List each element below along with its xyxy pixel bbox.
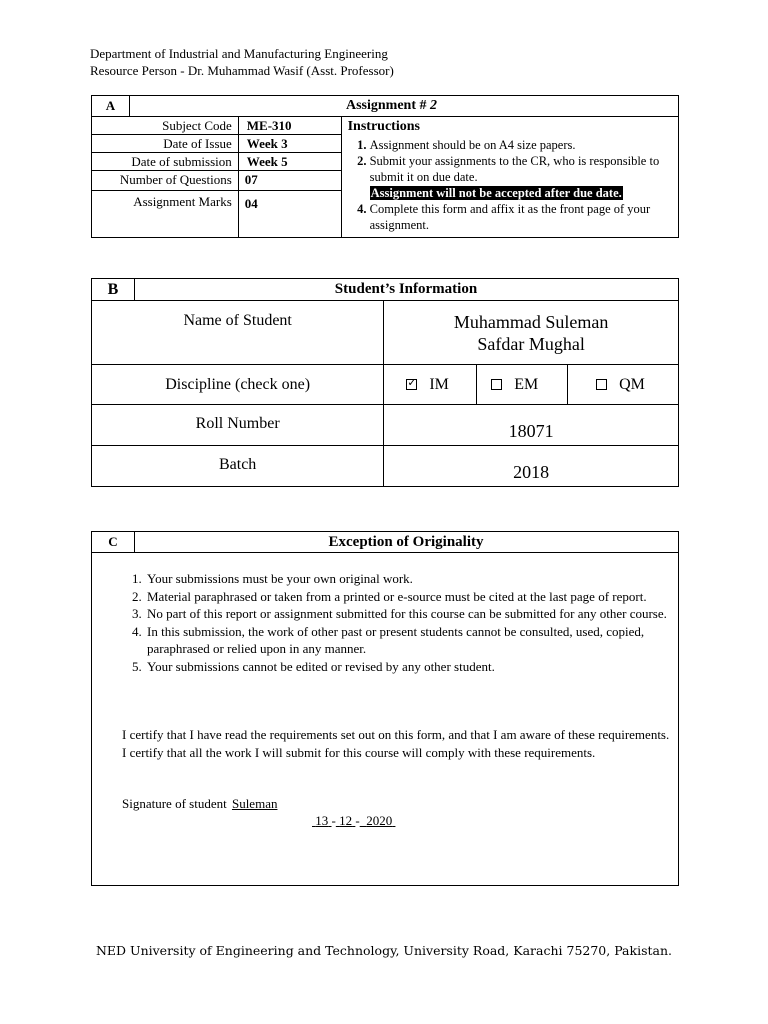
field-label: Date of submission: [92, 153, 239, 171]
originality-item: 3. No part of this report or assignment submitted for this course can be submitted for any other course.: [145, 605, 678, 623]
date-of-issue-value: Week 3: [238, 135, 341, 153]
originality-header: [92, 532, 679, 553]
originality-title: Exception of Originality: [328, 534, 484, 550]
name-value: Muhammad Suleman Safdar Mughal: [384, 301, 679, 365]
date-month: 12: [339, 813, 353, 828]
roll-value: 18071: [384, 405, 679, 446]
section-letter-c: C: [92, 532, 135, 552]
signature-line: [122, 795, 678, 812]
subject-code-value: ME-310: [238, 117, 341, 135]
originality-table: [91, 531, 679, 886]
date-year: 2020: [366, 813, 393, 828]
assignment-header: [92, 96, 679, 117]
department-line: Department of Industrial and Manufacturing Engineering: [90, 46, 388, 61]
instruction-item: 2. Submit your assignments to the CR, who is responsible to submit it on due date.: [370, 153, 672, 185]
field-label: Date of Issue: [92, 135, 239, 153]
signature-label: Signature of student: [122, 796, 227, 811]
field-label: Number of Questions: [92, 171, 239, 191]
field-label: Assignment Marks: [92, 191, 239, 238]
discipline-option-em[interactable]: EM: [477, 365, 568, 405]
section-letter-a: A: [92, 96, 130, 116]
originality-item: 4. In this submission, the work of other past or present students cannot be consulted, used, copied, paraphrased or relied upon in any manner.: [145, 623, 678, 658]
discipline-option-qm[interactable]: QM: [568, 365, 679, 405]
checkbox-icon[interactable]: [596, 379, 607, 390]
discipline-option-im[interactable]: ✓ IM: [384, 365, 477, 405]
instructions-title: Instructions: [347, 119, 420, 134]
student-info-table: [91, 278, 679, 487]
batch-label: Batch: [92, 446, 384, 487]
resource-person-line: Resource Person - Dr. Muhammad Wasif (Asst. Professor): [90, 63, 394, 78]
discipline-label: Discipline (check one): [92, 365, 384, 405]
originality-item: 5. Your submissions cannot be edited or revised by any other student.: [145, 658, 678, 676]
student-info-title: Student’s Information: [334, 281, 478, 297]
roll-label: Roll Number: [92, 405, 384, 446]
instructions-box: [341, 117, 678, 238]
assignment-table: [91, 95, 679, 238]
originality-item: 2. Material paraphrased or taken from a printed or e-source must be cited at the last page of report.: [145, 588, 678, 606]
instruction-item: 4. Complete this form and affix it as the front page of your assignment.: [370, 201, 672, 233]
university-footer: NED University of Engineering and Technology, University Road, Karachi 75270, Pakistan.: [95, 943, 672, 958]
assignment-number: 2: [430, 98, 438, 113]
number-of-questions-value: 07: [238, 171, 341, 191]
name-label: Name of Student: [92, 301, 384, 365]
originality-body: [92, 553, 679, 886]
instruction-highlight: Assignment will not be accepted after due date.: [370, 186, 622, 200]
student-info-header: [92, 279, 679, 301]
batch-value: 2018: [384, 446, 679, 487]
certification-text: I certify that I have read the requirements set out on this form, and that I am aware of these requirements. I certify that all the work I will submit for this course will comply with these requirements.: [122, 727, 670, 760]
date-of-submission-value: Week 5: [238, 153, 341, 171]
instruction-item: 1. Assignment should be on A4 size papers.: [370, 137, 672, 153]
field-label: Subject Code: [92, 117, 239, 135]
assignment-title: Assignment # 2: [346, 98, 438, 113]
assignment-marks-value: 04: [238, 191, 341, 238]
checkbox-icon[interactable]: [491, 379, 502, 390]
checkbox-checked-icon[interactable]: [406, 379, 417, 390]
originality-item: 1. Your submissions must be your own original work.: [145, 570, 678, 588]
date-day: 13: [315, 813, 329, 828]
section-letter-b: B: [92, 279, 135, 300]
date-line[interactable]: 13 - 12 - 2020: [315, 813, 393, 828]
signature-field[interactable]: Suleman: [231, 796, 278, 811]
